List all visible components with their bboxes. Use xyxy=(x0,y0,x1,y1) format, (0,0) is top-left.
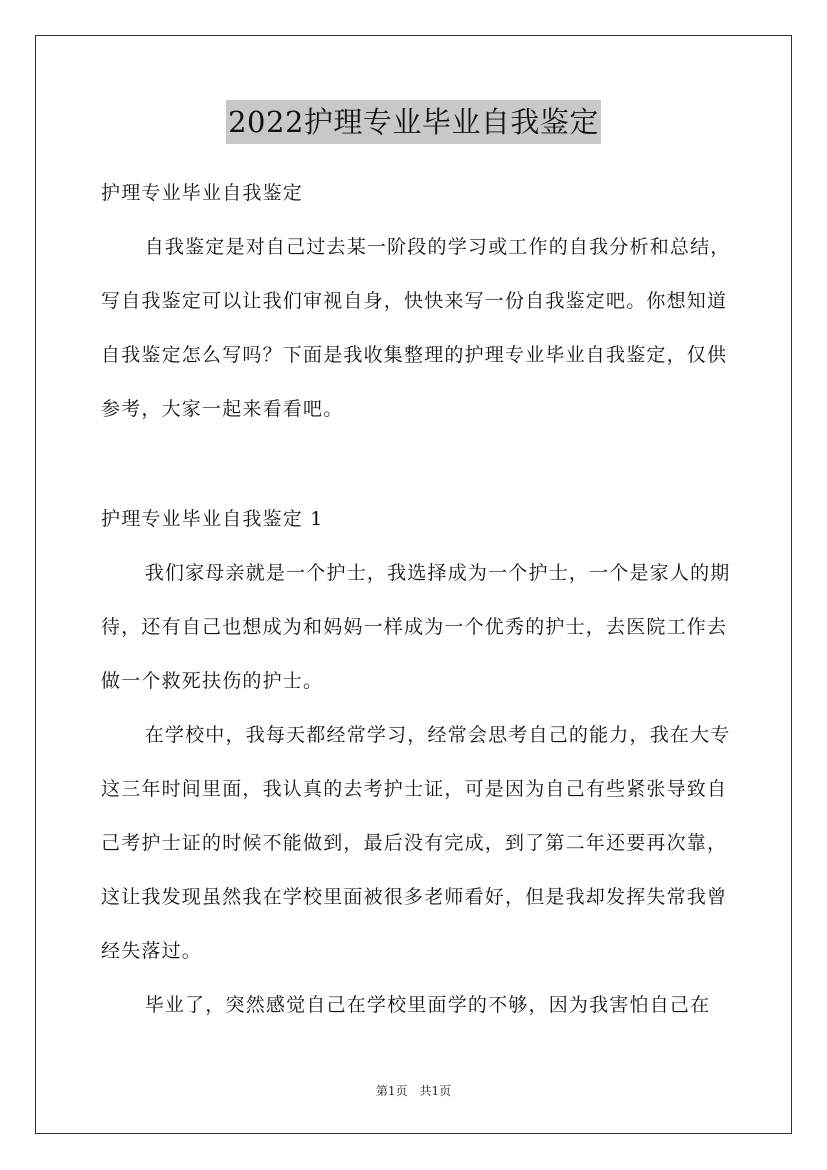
section1-heading: 护理专业毕业自我鉴定 1 xyxy=(101,508,324,530)
intro-heading: 护理专业毕业自我鉴定 xyxy=(101,182,304,204)
intro-paragraph: 自我鉴定是对自己过去某一阶段的学习或工作的自我分析和总结，写自我鉴定可以让我们审视自身，快快来写一份自我鉴定吧。你想知道自我鉴定怎么写吗？下面是我收集整理的护理专业毕业自我鉴定，仅供参考，大家一起来看看吧。 xyxy=(101,236,731,420)
page-footer: 第1页 共1页 xyxy=(375,1084,452,1098)
title-container xyxy=(0,100,827,144)
section1-paragraph-1: 我们家母亲就是一个护士，我选择成为一个护士，一个是家人的期待，还有自己也想成为和妈妈一样成为一个优秀的护士，去医院工作去做一个救死扶伤的护士。 xyxy=(101,562,731,692)
document-title: 2022护理专业毕业自我鉴定 xyxy=(226,100,601,144)
section1-paragraph-2: 在学校中，我每天都经常学习，经常会思考自己的能力，我在大专这三年时间里面，我认真的去考护士证，可是因为自己有些紧张导致自己考护士证的时候不能做到，最后没有完成，到了第二年还要再次靠，这让我发现虽然我在学校里面被很多老师看好，但是我却发挥失常我曾经失落过。 xyxy=(101,724,731,962)
section1-paragraph-3: 毕业了，突然感觉自己在学校里面学的不够，因为我害怕自己在 xyxy=(144,994,711,1016)
